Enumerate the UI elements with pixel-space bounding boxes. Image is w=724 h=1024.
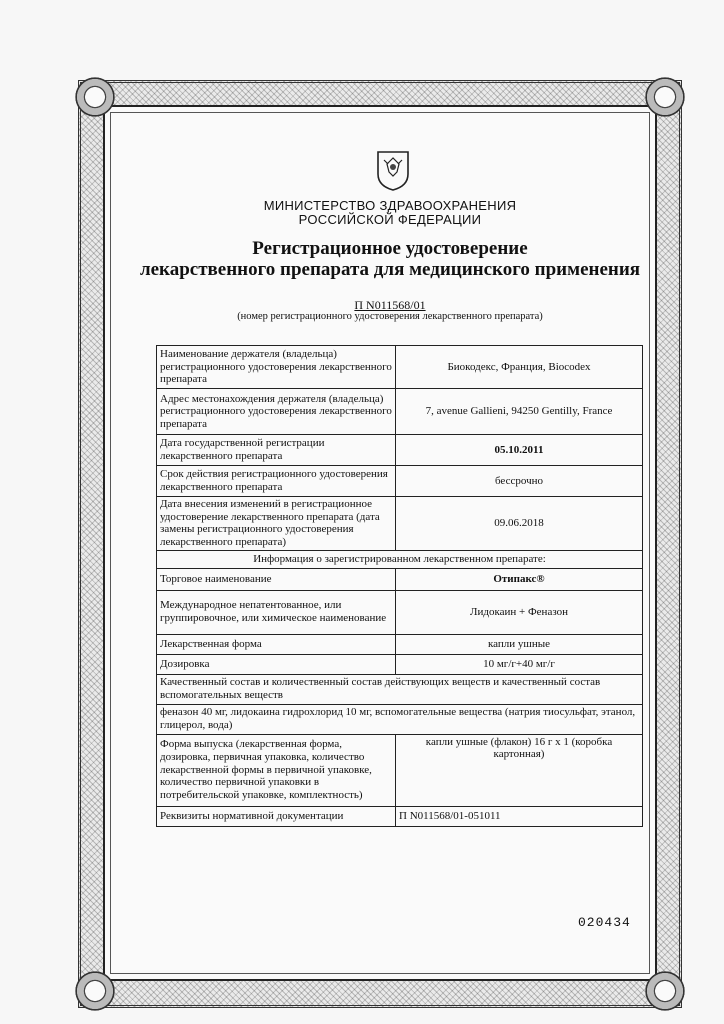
table-row (157, 674, 643, 704)
row-value: 7, avenue Gallieni, 94250 Gentilly, France (396, 389, 643, 435)
document-title: Регистрационное удостоверение (252, 238, 528, 259)
row-label: Адрес местонахождения держателя (владельца) регистрационного удостоверения лекарственного препарата (157, 389, 396, 435)
table-row (157, 497, 643, 551)
row-value: П N011568/01-051011 (396, 806, 643, 826)
row-value: бессрочно (396, 466, 643, 497)
row-value: Отипакс® (396, 568, 643, 590)
table-row (157, 550, 643, 568)
ministry-line-2: РОССИЙСКОЙ ФЕДЕРАЦИИ (298, 212, 482, 227)
document-subtitle: лекарственного препарата для медицинского применения (139, 259, 641, 280)
row-label: Форма выпуска (лекарственная форма, дозировка, первичная упаковка, количество лекарственной формы в первичной упаковке, количество первичной упаковки в потребительской упаковке, комплектность) (157, 734, 396, 806)
registration-number-caption: (номер регистрационного удостоверения лекарственного препарата) (237, 311, 543, 322)
table-row (157, 389, 643, 435)
registration-number: П N011568/01 (354, 298, 426, 312)
corner-ornament (72, 74, 118, 120)
table-row (157, 734, 643, 806)
row-label: Реквизиты нормативной документации (157, 806, 396, 826)
table-row (157, 346, 643, 389)
row-value: капли ушные (396, 634, 643, 654)
table-row (157, 466, 643, 497)
row-value: капли ушные (флакон) 16 г х 1 (коробка картонная) (396, 734, 643, 806)
certificate-table (156, 345, 643, 827)
serial-number: 020434 (578, 915, 631, 930)
table-row (157, 806, 643, 826)
row-value: 05.10.2011 (396, 435, 643, 466)
table-row (157, 568, 643, 590)
row-value: Биокодекс, Франция, Biocodex (396, 346, 643, 389)
row-label: Дозировка (157, 654, 396, 674)
row-label: Дата государственной регистрации лекарственного препарата (157, 435, 396, 466)
row-value: 10 мг/г+40 мг/г (396, 654, 643, 674)
table-row (157, 590, 643, 634)
corner-ornament (642, 968, 688, 1014)
corner-ornament (642, 74, 688, 120)
row-label: Торговое наименование (157, 568, 396, 590)
composition-header: Качественный состав и количественный состав действующих веществ и качественный состав вспомогательных веществ (157, 674, 643, 704)
row-label: Международное непатентованное, или группировочное, или химическое наименование (157, 590, 396, 634)
coat-of-arms-icon (370, 146, 416, 192)
ministry-line-1: МИНИСТЕРСТВО ЗДРАВООХРАНЕНИЯ (263, 198, 517, 213)
corner-ornament (72, 968, 118, 1014)
row-value: 09.06.2018 (396, 497, 643, 551)
row-label: Наименование держателя (владельца) регистрационного удостоверения лекарственного препарата (157, 346, 396, 389)
row-label: Дата внесения изменений в регистрационное удостоверение лекарственного препарата (дата замены регистрационного удостоверения лекарственного препарата) (157, 497, 396, 551)
row-value: Лидокаин + Феназон (396, 590, 643, 634)
composition-text: феназон 40 мг, лидокаина гидрохлорид 10 мг, вспомогательные вещества (натрия тиосульфат, этанол, глицерол, вода) (157, 704, 643, 734)
table-row (157, 704, 643, 734)
table-row (157, 654, 643, 674)
info-header: Информация о зарегистрированном лекарственном препарате: (157, 550, 643, 568)
table-row (157, 435, 643, 466)
row-label: Срок действия регистрационного удостоверения лекарственного препарата (157, 466, 396, 497)
row-label: Лекарственная форма (157, 634, 396, 654)
table-row (157, 634, 643, 654)
